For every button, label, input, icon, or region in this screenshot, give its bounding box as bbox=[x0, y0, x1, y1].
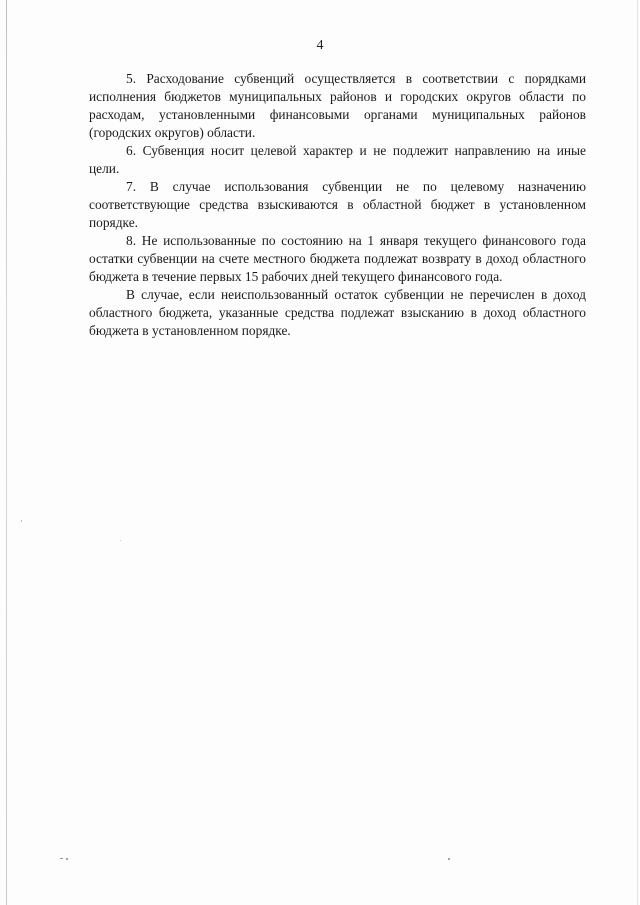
scan-speck bbox=[448, 858, 450, 860]
scan-left-edge bbox=[6, 0, 7, 905]
scan-speck bbox=[66, 858, 68, 860]
document-body bbox=[89, 70, 586, 340]
paragraph-unreturned-balance: В случае, если неиспользованный остаток субвенции не перечислен в доход областного бюджета, указанные средства подлежат взысканию в доход областного бюджета в установленном порядке. bbox=[89, 287, 586, 338]
paragraph-7: 7. В случае использования субвенции не по целевому назначению соответствующие средства взыскиваются в областной бюджет в установленном порядке. bbox=[89, 179, 586, 230]
paragraph-5: 5. Расходование субвенций осуществляется в соответствии с порядками исполнения бюджетов муниципальных районов и городских округов области по расходам, установленными финансовыми органами муниципальных районов (городских округов) области. bbox=[89, 71, 586, 140]
scan-speck bbox=[120, 540, 121, 541]
page-number: 4 bbox=[316, 38, 324, 53]
paragraph-8: 8. Не использованные по состоянию на 1 января текущего финансового года остатки субвенции на счете местного бюджета подлежат возврату в доход областного бюджета в течение первых 15 рабочих дней текущего финансового года. bbox=[89, 233, 586, 284]
scan-right-edge bbox=[637, 0, 638, 905]
scan-speck bbox=[60, 858, 63, 859]
scan-speck bbox=[21, 520, 22, 522]
paragraph-6: 6. Субвенция носит целевой характер и не подлежит направлению на иные цели. bbox=[89, 143, 586, 176]
